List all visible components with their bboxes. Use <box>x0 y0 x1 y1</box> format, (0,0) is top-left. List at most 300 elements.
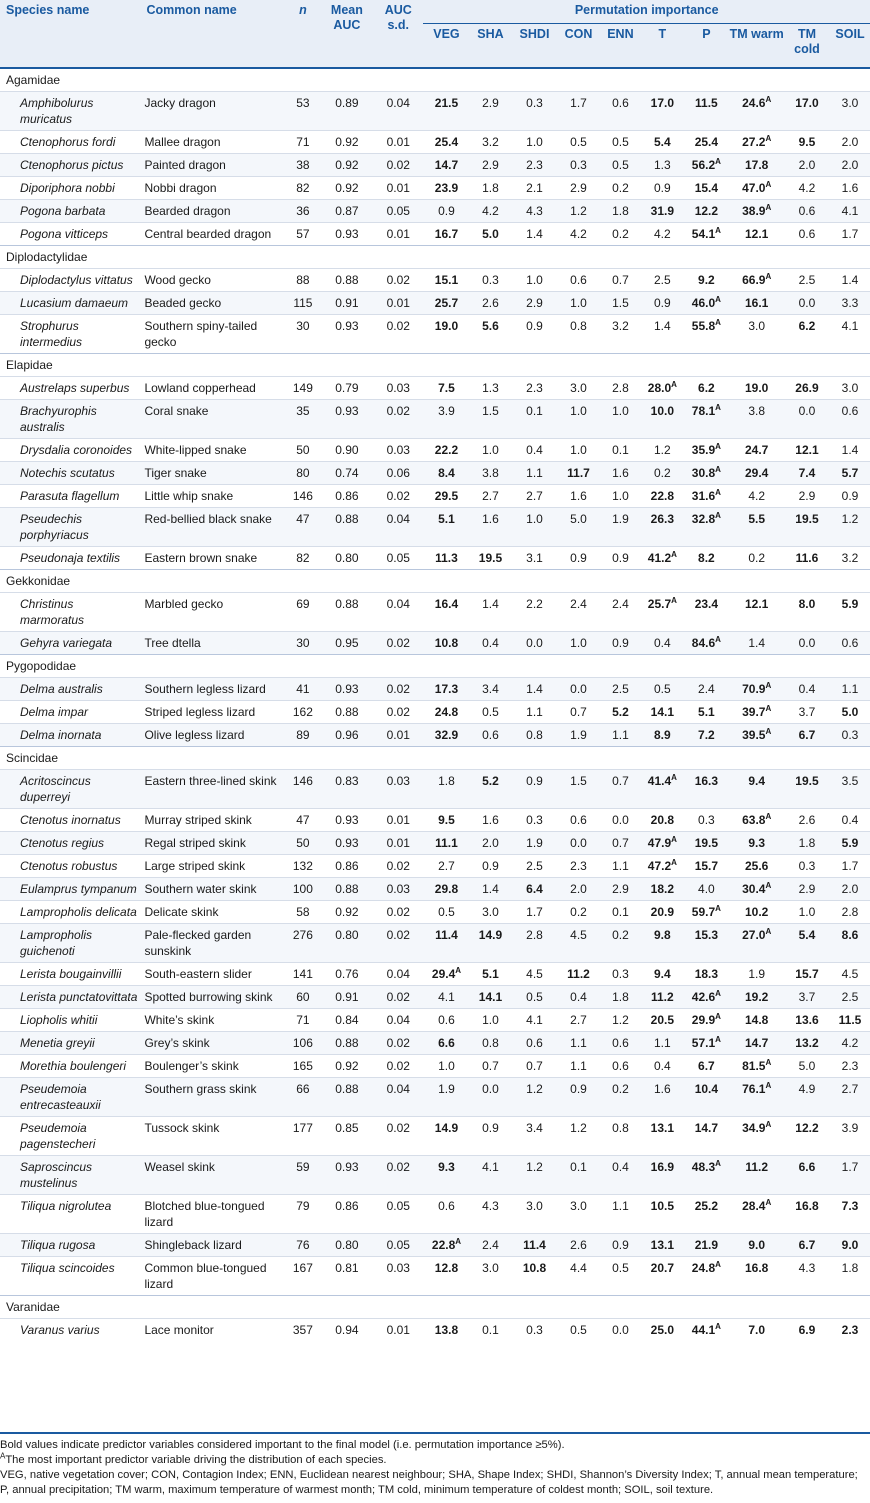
importance-cell-tm-warm <box>729 832 784 855</box>
importance-cell-t <box>641 1009 683 1032</box>
most-important-marker: A <box>715 1159 721 1168</box>
importance-cell-veg <box>423 439 469 462</box>
importance-cell-p <box>683 1032 729 1055</box>
importance-value: 1.0 <box>612 404 629 418</box>
importance-value: 70.9 <box>742 682 766 696</box>
n-cell: 177 <box>292 1121 313 1135</box>
importance-cell-soil <box>830 154 870 177</box>
table-row <box>0 485 870 508</box>
importance-value: 1.1 <box>841 682 859 696</box>
importance-value: 2.8 <box>612 381 629 395</box>
importance-cell-tm-cold <box>784 770 830 809</box>
importance-value: 1.6 <box>612 466 629 480</box>
importance-cell-t <box>641 1032 683 1055</box>
importance-value: 0.9 <box>612 1238 629 1252</box>
importance-cell-tm-warm <box>729 901 784 924</box>
importance-value: 19.5 <box>478 551 503 565</box>
importance-cell-tm-warm <box>729 223 784 246</box>
auc-sd-cell: 0.02 <box>373 1032 423 1055</box>
importance-cell-p <box>683 377 729 400</box>
importance-value: 4.9 <box>798 1082 816 1096</box>
table-row <box>0 1257 870 1296</box>
importance-value: 0.3 <box>841 728 859 742</box>
common-name-cell: White-lipped snake <box>144 443 247 457</box>
common-name-cell: Wood gecko <box>144 273 211 287</box>
mean-auc-cell: 0.80 <box>321 1234 373 1257</box>
importance-cell-sha <box>470 1117 512 1156</box>
importance-cell-t <box>641 924 683 963</box>
importance-cell-tm-warm <box>729 701 784 724</box>
importance-value: 2.6 <box>482 296 499 310</box>
importance-cell-veg <box>423 593 469 632</box>
importance-value: 2.9 <box>798 489 816 503</box>
importance-value: 2.3 <box>570 859 587 873</box>
auc-sd-cell: 0.01 <box>386 1323 410 1337</box>
species-name-cell: Notechis scutatus <box>0 462 140 485</box>
auc-sd-cell: 0.03 <box>386 1261 410 1275</box>
importance-cell-sha <box>470 92 512 131</box>
table-row <box>0 1009 870 1032</box>
importance-value: 4.4 <box>570 1261 587 1275</box>
importance-cell-tm-cold <box>784 1257 830 1296</box>
importance-cell-enn <box>599 632 641 655</box>
importance-cell-soil <box>830 92 870 131</box>
importance-value: 0.9 <box>526 319 543 333</box>
importance-value: 5.1 <box>482 967 499 981</box>
mean-auc-cell: 0.92 <box>335 1059 359 1073</box>
species-name-cell: Acritoscincus duperreyi <box>0 770 140 809</box>
importance-value: 1.8 <box>612 204 629 218</box>
importance-value: 1.5 <box>612 296 629 310</box>
importance-cell-shdi <box>511 1195 557 1234</box>
importance-cell-tm-warm <box>729 177 784 200</box>
common-name-cell: Olive legless lizard <box>140 724 285 747</box>
importance-cell-soil <box>830 200 870 223</box>
importance-cell-tm-cold <box>784 809 830 832</box>
table-row <box>0 724 870 747</box>
n-cell: 80 <box>285 462 321 485</box>
importance-value: 16.9 <box>650 1160 675 1174</box>
importance-value: 63.8 <box>742 813 766 827</box>
importance-value: 0.0 <box>612 813 629 827</box>
importance-value: 8.4 <box>438 466 455 480</box>
species-name-cell: Drysdalia coronoides <box>20 443 133 457</box>
common-name-cell: Pale-flecked garden sunskink <box>140 924 285 963</box>
table-row <box>0 901 870 924</box>
importance-value: 1.4 <box>841 273 859 287</box>
n-cell: 357 <box>292 1323 313 1337</box>
importance-cell-soil <box>830 1055 870 1078</box>
importance-cell-veg <box>423 485 469 508</box>
importance-value: 29.9 <box>691 1013 716 1027</box>
species-name-cell: Liopholis whitii <box>20 1013 98 1027</box>
species-name-cell: Lerista punctatovittata <box>0 986 140 1009</box>
importance-cell-sha <box>470 724 512 747</box>
importance-cell-con <box>558 1009 600 1032</box>
col-var-enn: ENN <box>599 24 641 69</box>
most-important-marker: A <box>671 835 677 844</box>
importance-value: 0.1 <box>612 905 629 919</box>
common-name-cell: Tree dtella <box>140 632 285 655</box>
importance-value: 0.6 <box>570 813 587 827</box>
importance-cell-soil <box>830 1032 870 1055</box>
importance-value: 5.6 <box>482 319 499 333</box>
family-row <box>0 570 870 593</box>
importance-value: 30.4 <box>742 882 766 896</box>
n-cell: 35 <box>285 400 321 439</box>
most-important-marker: A <box>715 989 721 998</box>
table-row <box>0 963 870 986</box>
importance-cell-sha <box>470 986 512 1009</box>
importance-value: 1.3 <box>482 381 499 395</box>
importance-cell-sha <box>470 878 512 901</box>
importance-value: 11.4 <box>435 928 458 942</box>
importance-cell-shdi <box>511 131 557 154</box>
importance-cell-veg <box>423 1319 469 1342</box>
auc-sd-cell: 0.04 <box>386 597 410 611</box>
species-name-cell: Ctenotus regius <box>0 832 140 855</box>
common-name-cell: Bearded dragon <box>140 200 285 223</box>
importance-value: 0.9 <box>570 551 587 565</box>
common-name-cell: Weasel skink <box>140 1156 285 1195</box>
importance-value: 24.7 <box>744 443 769 457</box>
importance-value: 24.8 <box>434 705 459 719</box>
importance-value: 1.6 <box>482 813 499 827</box>
most-important-marker: A <box>715 226 721 235</box>
importance-value: 14.7 <box>694 1121 719 1135</box>
col-var-veg: VEG <box>423 24 469 69</box>
importance-cell-con <box>558 377 600 400</box>
importance-value: 12.8 <box>434 1261 459 1275</box>
n-cell: 106 <box>285 1032 321 1055</box>
importance-value: 0.6 <box>438 1013 455 1027</box>
importance-cell-shdi <box>511 547 557 570</box>
n-cell: 50 <box>296 443 310 457</box>
importance-value: 14.7 <box>744 1036 769 1050</box>
importance-value: 27.0 <box>742 928 766 942</box>
most-important-marker: A <box>765 95 772 104</box>
importance-cell-p <box>683 924 729 963</box>
table-row <box>0 593 870 632</box>
importance-value: 15.7 <box>694 859 719 873</box>
importance-cell-t <box>641 200 683 223</box>
most-important-marker: A <box>715 403 721 412</box>
importance-cell-con <box>558 177 600 200</box>
importance-cell-con <box>558 1234 600 1257</box>
importance-value: 1.0 <box>482 1013 499 1027</box>
importance-value: 6.7 <box>698 1059 715 1073</box>
importance-value: 14.9 <box>478 928 503 942</box>
col-var-t: T <box>641 24 683 69</box>
family-row <box>0 1296 870 1319</box>
importance-value: 4.1 <box>526 1013 543 1027</box>
importance-cell-tm-cold <box>784 292 830 315</box>
importance-value: 19.0 <box>744 381 769 395</box>
most-important-marker: A <box>765 727 772 736</box>
importance-value: 21.5 <box>434 96 459 110</box>
importance-value: 2.4 <box>612 597 629 611</box>
importance-value: 0.2 <box>570 905 587 919</box>
importance-value: 16.8 <box>744 1261 769 1275</box>
importance-value: 8.2 <box>698 551 715 565</box>
n-cell: 59 <box>285 1156 321 1195</box>
species-name-cell: Pseudonaja textilis <box>20 551 121 565</box>
species-name-cell: Pogona barbata <box>0 200 140 223</box>
importance-value: 20.9 <box>650 905 675 919</box>
importance-cell-soil <box>830 832 870 855</box>
importance-cell-sha <box>470 593 512 632</box>
importance-value: 9.0 <box>748 1238 766 1252</box>
importance-cell-t <box>641 809 683 832</box>
importance-value: 2.9 <box>798 882 816 896</box>
importance-value: 1.2 <box>654 443 671 457</box>
importance-cell-tm-cold <box>784 1234 830 1257</box>
common-name-cell: Delicate skink <box>144 905 219 919</box>
importance-cell-soil <box>830 855 870 878</box>
importance-cell-tm-cold <box>784 1195 830 1234</box>
species-name-cell: Saproscincus mustelinus <box>0 1156 140 1195</box>
importance-value: 0.7 <box>482 1059 499 1073</box>
mean-auc-cell: 0.95 <box>321 632 373 655</box>
importance-value: 0.8 <box>482 1036 499 1050</box>
species-name-cell: Ctenotus robustus <box>20 859 118 873</box>
importance-cell-tm-cold <box>784 1032 830 1055</box>
importance-value: 1.0 <box>438 1059 455 1073</box>
importance-cell-p <box>683 678 729 701</box>
importance-value: 11.4 <box>523 1238 546 1252</box>
importance-value: 3.4 <box>526 1121 543 1135</box>
col-var-soil: SOIL <box>830 24 870 69</box>
most-important-marker: A <box>715 157 721 166</box>
importance-value: 7.3 <box>841 1199 859 1213</box>
importance-value: 14.8 <box>744 1013 769 1027</box>
importance-value: 0.0 <box>482 1082 499 1096</box>
importance-cell-tm-cold <box>784 593 830 632</box>
species-name-cell: Lucasium damaeum <box>0 292 140 315</box>
importance-cell-soil <box>830 508 870 547</box>
importance-value: 2.8 <box>841 905 859 919</box>
most-important-marker: A <box>765 272 772 281</box>
importance-value: 0.3 <box>526 813 543 827</box>
importance-value: 28.4 <box>742 1199 766 1213</box>
importance-cell-soil <box>830 315 870 354</box>
importance-cell-tm-cold <box>784 1078 830 1117</box>
importance-cell-tm-cold <box>784 223 830 246</box>
importance-value: 1.2 <box>841 512 859 526</box>
importance-cell-con <box>558 878 600 901</box>
importance-value: 4.0 <box>698 882 715 896</box>
importance-value: 4.2 <box>841 1036 859 1050</box>
importance-cell-sha <box>470 809 512 832</box>
col-permutation-importance: Permutation importance <box>574 3 719 17</box>
importance-value: 57.1 <box>691 1036 716 1050</box>
importance-value: 4.5 <box>526 967 543 981</box>
mean-auc-cell: 0.81 <box>335 1261 359 1275</box>
importance-value: 3.8 <box>482 466 499 480</box>
importance-cell-shdi <box>511 924 557 963</box>
importance-cell-con <box>558 462 600 485</box>
mean-auc-cell: 0.74 <box>321 462 373 485</box>
importance-value: 4.5 <box>841 967 859 981</box>
importance-value: 1.8 <box>798 836 816 850</box>
mean-auc-cell: 0.92 <box>335 135 359 149</box>
species-name-cell: Tiliqua rugosa <box>0 1234 140 1257</box>
importance-value: 10.8 <box>434 636 459 650</box>
importance-cell-tm-cold <box>784 832 830 855</box>
importance-value: 27.2 <box>742 135 766 149</box>
importance-value: 3.2 <box>482 135 499 149</box>
importance-cell-p <box>683 593 729 632</box>
importance-cell-soil <box>830 770 870 809</box>
mean-auc-cell: 0.86 <box>335 1199 359 1213</box>
importance-value: 30.8 <box>691 466 716 480</box>
importance-cell-con <box>558 1319 600 1342</box>
most-important-marker: A <box>715 635 721 644</box>
importance-value: 2.7 <box>526 489 543 503</box>
importance-cell-t <box>641 462 683 485</box>
table-row <box>0 269 870 292</box>
importance-cell-tm-cold <box>784 924 830 963</box>
table-row <box>0 1234 870 1257</box>
importance-value: 0.3 <box>698 813 715 827</box>
importance-cell-tm-warm <box>729 593 784 632</box>
table-row <box>0 678 870 701</box>
family-label: Pygopodidae <box>6 659 77 673</box>
species-name-cell: Eulamprus tympanum <box>0 878 140 901</box>
importance-cell-t <box>641 177 683 200</box>
importance-value: 1.9 <box>570 728 587 742</box>
importance-cell-p <box>683 223 729 246</box>
species-name-cell: Delma inornata <box>0 724 140 747</box>
importance-cell-enn <box>599 1156 641 1195</box>
importance-value: 0.7 <box>612 273 629 287</box>
importance-cell-p <box>683 547 729 570</box>
importance-value: 13.1 <box>650 1238 675 1252</box>
importance-cell-p <box>683 878 729 901</box>
common-name-cell: Striped legless lizard <box>144 705 256 719</box>
mean-auc-cell: 0.84 <box>335 1013 359 1027</box>
importance-cell-enn <box>599 200 641 223</box>
importance-cell-tm-warm <box>729 1257 784 1296</box>
importance-value: 1.9 <box>748 967 766 981</box>
importance-cell-shdi <box>511 485 557 508</box>
importance-cell-shdi <box>511 1156 557 1195</box>
importance-cell-shdi <box>511 1234 557 1257</box>
importance-value: 1.0 <box>570 636 587 650</box>
importance-cell-t <box>641 832 683 855</box>
importance-cell-sha <box>470 200 512 223</box>
importance-value: 2.5 <box>798 273 816 287</box>
importance-cell-p <box>683 770 729 809</box>
importance-cell-p <box>683 632 729 655</box>
importance-cell-tm-cold <box>784 400 830 439</box>
importance-cell-enn <box>599 508 641 547</box>
importance-cell-shdi <box>511 1009 557 1032</box>
importance-cell-enn <box>599 439 641 462</box>
importance-cell-enn <box>599 1319 641 1342</box>
importance-cell-veg <box>423 1009 469 1032</box>
importance-cell-enn <box>599 269 641 292</box>
common-name-cell: Central bearded dragon <box>144 227 272 241</box>
n-cell: 167 <box>292 1261 313 1275</box>
importance-cell-shdi <box>511 92 557 131</box>
importance-value: 23.9 <box>434 181 459 195</box>
species-name-cell: Menetia greyii <box>0 1032 140 1055</box>
importance-cell-veg <box>423 901 469 924</box>
importance-value: 0.0 <box>798 404 816 418</box>
importance-cell-soil <box>830 485 870 508</box>
importance-value: 0.2 <box>612 227 629 241</box>
common-name-cell: Murray striped skink <box>144 813 252 827</box>
importance-value: 6.7 <box>798 728 816 742</box>
importance-cell-veg <box>423 462 469 485</box>
importance-cell-p <box>683 1319 729 1342</box>
importance-cell-t <box>641 154 683 177</box>
importance-cell-tm-cold <box>784 1009 830 1032</box>
importance-value: 0.9 <box>841 489 859 503</box>
most-important-marker: A <box>715 465 721 474</box>
importance-value: 3.7 <box>798 705 816 719</box>
auc-sd-cell: 0.05 <box>373 1234 423 1257</box>
table-row <box>0 701 870 724</box>
importance-value: 2.7 <box>841 1082 859 1096</box>
common-name-cell: Lace monitor <box>144 1323 214 1337</box>
importance-cell-veg <box>423 1195 469 1234</box>
importance-cell-p <box>683 1055 729 1078</box>
importance-value: 1.1 <box>570 1036 587 1050</box>
importance-cell-p <box>683 701 729 724</box>
family-row <box>0 246 870 269</box>
common-name-cell: Common blue-tongued lizard <box>144 1261 267 1291</box>
importance-cell-tm-warm <box>729 131 784 154</box>
importance-cell-con <box>558 1117 600 1156</box>
importance-value: 0.0 <box>570 836 587 850</box>
importance-cell-con <box>558 200 600 223</box>
importance-value: 0.5 <box>654 682 671 696</box>
col-mean-auc: Mean AUC <box>330 3 363 32</box>
importance-value: 54.1 <box>691 227 716 241</box>
importance-cell-tm-warm <box>729 963 784 986</box>
importance-value: 1.2 <box>526 1160 543 1174</box>
importance-cell-enn <box>599 701 641 724</box>
importance-cell-enn <box>599 485 641 508</box>
importance-value: 5.0 <box>798 1059 816 1073</box>
species-name-cell: Ctenotus inornatus <box>20 813 121 827</box>
importance-value: 11.2 <box>745 1160 769 1174</box>
auc-sd-cell: 0.01 <box>373 724 423 747</box>
importance-cell-con <box>558 269 600 292</box>
importance-value: 3.0 <box>570 381 587 395</box>
importance-value: 2.3 <box>841 1323 859 1337</box>
col-var-tm-warm: TM warm <box>729 24 784 69</box>
n-cell: 58 <box>296 905 310 919</box>
importance-value: 1.8 <box>612 990 629 1004</box>
importance-cell-veg <box>423 878 469 901</box>
mean-auc-cell: 0.93 <box>321 400 373 439</box>
auc-sd-cell: 0.02 <box>386 489 410 503</box>
importance-value: 31.9 <box>650 204 675 218</box>
importance-cell-shdi <box>511 1078 557 1117</box>
importance-cell-t <box>641 508 683 547</box>
importance-value: 1.4 <box>482 882 499 896</box>
importance-value: 5.2 <box>612 705 629 719</box>
importance-value: 17.8 <box>744 158 769 172</box>
importance-value: 4.3 <box>526 204 543 218</box>
importance-value: 2.6 <box>570 1238 587 1252</box>
importance-cell-con <box>558 770 600 809</box>
importance-cell-tm-cold <box>784 269 830 292</box>
common-name-cell: Grey’s skink <box>140 1032 285 1055</box>
